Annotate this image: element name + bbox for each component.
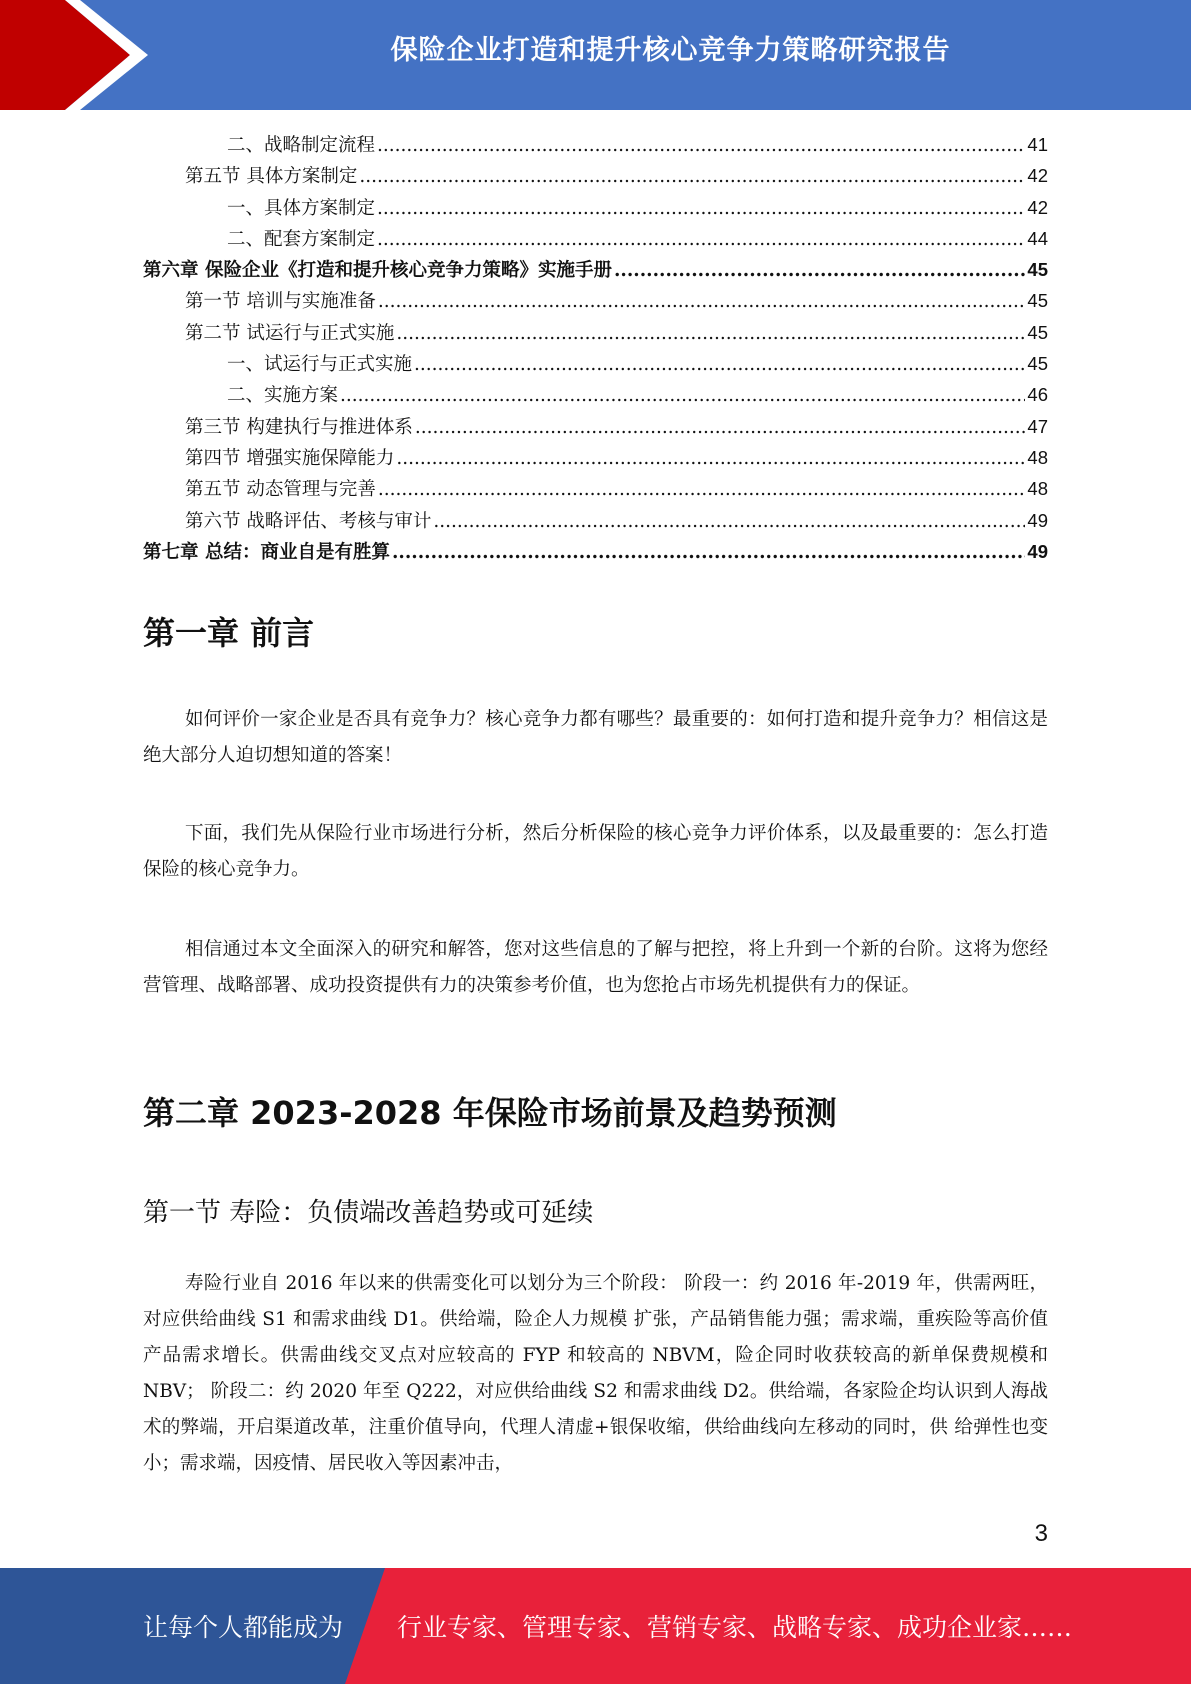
toc-dot-leader	[433, 506, 1025, 537]
toc-entry[interactable]	[143, 317, 1048, 348]
toc-entry[interactable]	[143, 348, 1048, 379]
toc-dot-leader	[377, 224, 1025, 255]
toc-entry-page: 41	[1027, 134, 1048, 155]
toc-dot-leader	[396, 443, 1025, 474]
toc-entry[interactable]	[143, 129, 1048, 160]
toc-dot-leader	[377, 193, 1025, 224]
section-1-paragraph: 寿险行业自 2016 年以来的供需变化可以划分为三个阶段： 阶段一：约 2016 年-2019 年，供需两旺，对应供给曲线 S1 和需求曲线 D1。供给端，险企人力规模 扩张，产品销售能力强；需求端，重疾险等高价值产品需求增长。供需曲线交叉点对应较高的 FYP 和较高的 NBVM，险企同时收获较高的新单保费规模和 NBV； 阶段二：约 2020 年至 Q222，对应供给曲线 S2 和需求曲线 D2。供给端，各家险企均认识到人海战 术的弊端，开启渠道改革，注重价值导向，代理人清虚+银保收缩，供给曲线向左移动的同时，供 给弹性也变小；需求端，因疫情、居民收入等因素冲击，	[143, 1273, 1048, 1474]
toc-entry-page: 45	[1027, 353, 1048, 375]
toc-entry[interactable]	[143, 473, 1048, 504]
page-number: 3	[1034, 1520, 1048, 1547]
chapter-1-paragraph-1: 如何评价一家企业是否具有竞争力？核心竞争力都有哪些？最重要的：如何打造和提升竞争力？相信这是绝大部分人迫切想知道的答案！	[143, 709, 1048, 766]
toc-entry[interactable]	[143, 160, 1048, 191]
toc-entry-page: 49	[1027, 509, 1048, 531]
toc-entry[interactable]	[143, 285, 1048, 316]
report-title: 保险企业打造和提升核心竞争力策略研究报告	[390, 35, 951, 66]
toc-dot-leader	[392, 537, 1025, 568]
section-1-heading: 第一节 寿险：负债端改善趋势或可延续	[143, 1198, 594, 1228]
toc-entry-title: 第一节 培训与实施准备	[185, 291, 376, 313]
chapter-1-paragraph-2: 下面，我们先从保险行业市场进行分析，然后分析保险的核心竞争力评价体系，以及最重要的：怎么打造保险的核心竞争力。	[143, 823, 1048, 880]
toc-entry[interactable]	[143, 254, 1048, 285]
toc-entry-title: 第五节 具体方案制定	[185, 166, 358, 188]
toc-dot-leader	[414, 349, 1025, 380]
toc-entry-title: 一、具体方案制定	[227, 197, 376, 219]
chapter-1-heading: 第一章 前言	[143, 614, 315, 652]
toc-entry-title: 二、配套方案制定	[227, 228, 376, 250]
toc-entry[interactable]	[143, 505, 1048, 536]
toc-dot-leader	[340, 380, 1025, 411]
toc-entry-title: 一、试运行与正式实施	[227, 354, 413, 376]
toc-entry-page: 42	[1027, 165, 1048, 187]
toc-dot-leader	[415, 412, 1026, 443]
toc-dot-leader	[378, 286, 1026, 317]
toc-entry-title: 第七章 总结：商业自是有胜算	[143, 541, 390, 563]
toc-entry-page: 42	[1027, 196, 1048, 218]
toc-entry-page: 46	[1027, 384, 1048, 406]
toc-entry-title: 第五节 动态管理与完善	[185, 479, 376, 501]
toc-entry-page: 49	[1027, 540, 1048, 562]
toc-entry-title: 第六章 保险企业《打造和提升核心竞争力策略》实施手册	[143, 260, 612, 282]
footer-slogan-right: 行业专家、管理专家、营销专家、战略专家、成功企业家……	[397, 1613, 1073, 1642]
page-footer	[0, 1568, 1191, 1684]
toc-entry-page: 45	[1027, 259, 1048, 281]
toc-entry[interactable]	[143, 223, 1048, 254]
chapter-1-paragraph-3: 相信通过本文全面深入的研究和解答，您对这些信息的了解与把控，将上升到一个新的台阶。这将为您经营管理、战略部署、成功投资提供有力的决策参考价值，也为您抢占市场先机提供有力的保证。	[143, 939, 1048, 996]
page-header	[0, 0, 1191, 110]
toc-dot-leader	[378, 474, 1026, 505]
table-of-contents	[143, 129, 1048, 567]
toc-entry-title: 二、战略制定流程	[227, 135, 376, 156]
toc-dot-leader	[377, 130, 1025, 161]
toc-entry[interactable]	[143, 536, 1048, 567]
footer-slogan-left: 让每个人都能成为	[143, 1613, 344, 1642]
toc-dot-leader	[359, 161, 1025, 192]
toc-dot-leader	[614, 255, 1025, 286]
toc-entry-title: 第二节 试运行与正式实施	[185, 322, 395, 344]
toc-entry-page: 47	[1027, 415, 1048, 437]
toc-entry-title: 二、实施方案	[227, 385, 339, 407]
toc-entry-page: 45	[1027, 321, 1048, 343]
header-arrow-icon	[0, 0, 160, 110]
chapter-2-heading: 第二章 2023-2028 年保险市场前景及趋势预测	[143, 1094, 837, 1132]
toc-entry-page: 48	[1027, 446, 1048, 468]
toc-entry-page: 44	[1027, 227, 1048, 249]
toc-entry-page: 48	[1027, 478, 1048, 500]
toc-entry[interactable]	[143, 192, 1048, 223]
toc-entry-title: 第四节 增强实施保障能力	[185, 447, 395, 469]
toc-entry[interactable]	[143, 442, 1048, 473]
toc-entry-title: 第三节 构建执行与推进体系	[185, 416, 413, 438]
toc-entry-page: 45	[1027, 290, 1048, 312]
toc-entry-title: 第六节 战略评估、考核与审计	[185, 510, 432, 532]
toc-entry[interactable]	[143, 411, 1048, 442]
toc-entry[interactable]	[143, 379, 1048, 410]
toc-dot-leader	[396, 318, 1025, 349]
